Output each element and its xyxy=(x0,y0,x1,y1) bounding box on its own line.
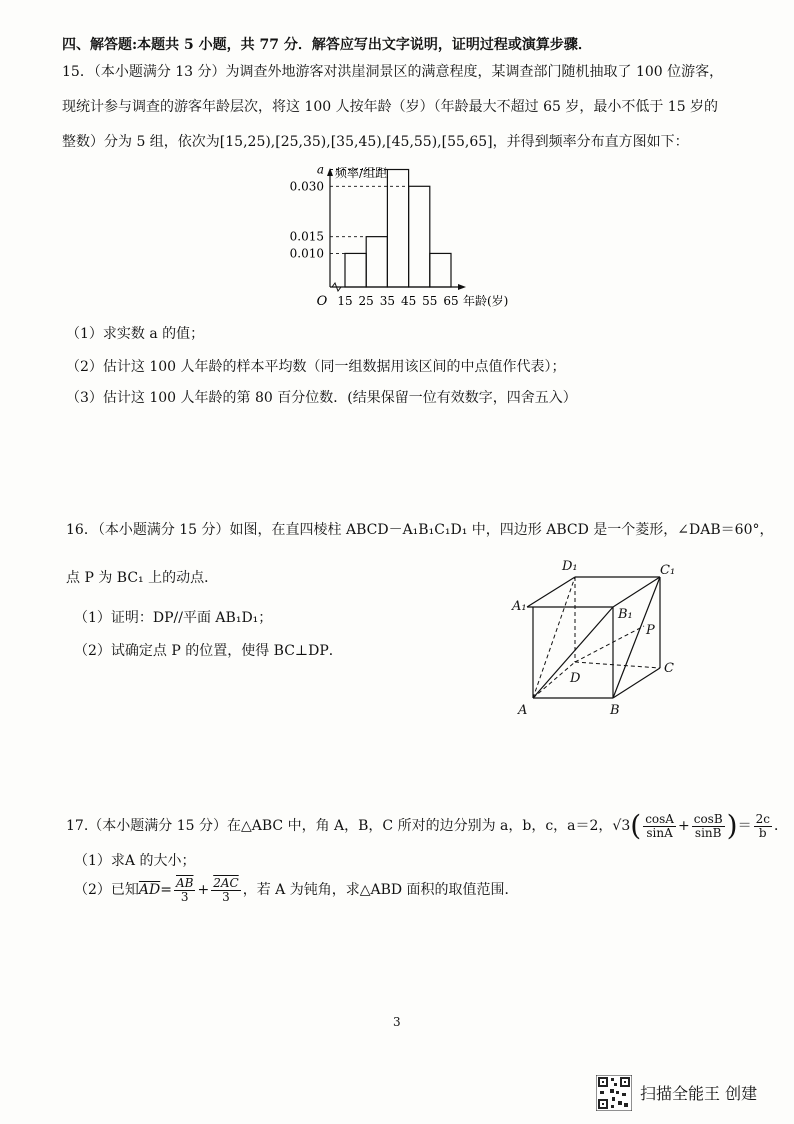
q17-sub-1: （1）求A 的大小； xyxy=(74,853,196,869)
q17-frac-cosA: $\frac{\cos A}{\sin A}$ xyxy=(645,811,674,840)
prism-figure xyxy=(500,550,700,720)
histogram-group xyxy=(290,163,509,309)
histogram-bar xyxy=(430,253,451,287)
section-header: 四、解答题:本题共 5 小题，共 77 分．解答应写出文字说明，证明过程或演算步骤． xyxy=(62,37,592,53)
y-axis-label: 频率/组距 xyxy=(335,166,388,180)
y-tick-label: 0.030 xyxy=(289,179,324,194)
q17-sub-2: （2）已知$\overline{AD}=$ $\frac{\overline{AB}}{3}$ + $\frac{2AC}{3}$ ，若 A 为钝角，求△ABD 面积的取值范围． xyxy=(74,875,519,904)
label-C1: C₁ xyxy=(660,563,676,578)
x-tick-label: 65 xyxy=(443,294,459,308)
q17-frac-2c-b: $\frac{2c}{b}$ xyxy=(755,811,770,840)
x-axis-arrow xyxy=(458,284,466,290)
x-tick-label: 15 xyxy=(337,294,353,308)
q17-frac-AB: $\frac{\overline{AB}}{3}$ xyxy=(176,875,194,904)
q15-sub-2: （2）估计这 100 人年龄的样本平均数（同一组数据用该区间的中点值作代表）； xyxy=(66,359,566,375)
y-tick-label: 0.010 xyxy=(289,246,324,261)
histogram-bar xyxy=(387,170,408,287)
label-D1: D₁ xyxy=(562,559,578,574)
q15-sub-1: （1）求实数 a 的值； xyxy=(66,326,205,342)
watermark-text: 扫描全能王 创建 xyxy=(640,1084,758,1103)
label-B1: B₁ xyxy=(618,607,633,622)
q17-frac-cosB: $\frac{\cos B}{\sin B}$ xyxy=(693,811,723,840)
x-tick-label: 25 xyxy=(358,294,374,308)
histogram-bar xyxy=(345,253,366,287)
origin-label: O xyxy=(316,294,328,309)
label-C: C xyxy=(664,661,674,676)
histogram-bar xyxy=(366,237,387,287)
x-tick-label: 35 xyxy=(379,294,396,308)
q15-line-1: 15．（本小题满分 13 分）为调查外地游客对洪崖洞景区的满意程度，某调查部门随机抽取了 100 位游客， xyxy=(62,64,724,80)
label-A1: A₁ xyxy=(512,599,527,614)
q15-line-3: 整数）分为 5 组，依次为[15,25),[25,35),[35,45),[45,55),[55,65]，并得到频率分布直方图如下： xyxy=(62,134,689,150)
q16-line-1: 16．（本小题满分 15 分）如图，在直四棱柱 ABCD－A₁B₁C₁D₁ 中，四边形 ABCD 是一个菱形，∠DAB＝60°， xyxy=(66,522,774,538)
label-B: B xyxy=(610,703,620,718)
page-number: 3 xyxy=(393,1015,401,1029)
histogram-chart xyxy=(0,0,794,330)
histogram-bar xyxy=(409,186,430,287)
q16-sub-2: （2）试确定点 P 的位置，使得 BC⊥DP． xyxy=(74,643,343,659)
label-P: P xyxy=(646,623,655,638)
label-D: D xyxy=(570,671,581,686)
x-tick-label: 45 xyxy=(400,294,417,308)
y-tick-label: a xyxy=(316,162,324,177)
q16-line-2: 点 P 为 BC₁ 上的动点． xyxy=(66,570,219,586)
q17-intro: 17.（本小题满分 15 分）在△ABC 中，角 A，B，C 所对的边分别为 a，b，c，a＝2，√3 xyxy=(66,818,631,834)
y-tick-label: 0.015 xyxy=(289,229,324,244)
q15-sub-3: （3）估计这 100 人年龄的第 80 百分位数．(结果保留一位有效数字，四舍五入） xyxy=(66,390,577,406)
x-tick-label: 55 xyxy=(422,294,438,308)
q15-line-2: 现统计参与调查的游客年龄层次，将这 100 人按年龄（岁）（年龄最大不超过 65 岁，最小不低于 15 岁的 xyxy=(62,99,719,115)
q16-sub-1: （1）证明：DP//平面 AB₁D₁； xyxy=(74,610,273,626)
qr-code-icon xyxy=(596,1075,632,1111)
x-axis-label: 年龄(岁) xyxy=(463,294,509,308)
label-A: A xyxy=(518,703,528,718)
q17-line-1: 17.（本小题满分 15 分）在△ABC 中，角 A，B，C 所对的边分别为 a，b，c，a＝2，√3( $\frac{\cos A}{\sin A}$ + $\frac{\cos B}{\sin B}$ )＝ $\frac{2c}{b}$ ． xyxy=(66,809,788,842)
q17-frac-2AC: $\frac{2AC}{3}$ xyxy=(213,875,239,904)
